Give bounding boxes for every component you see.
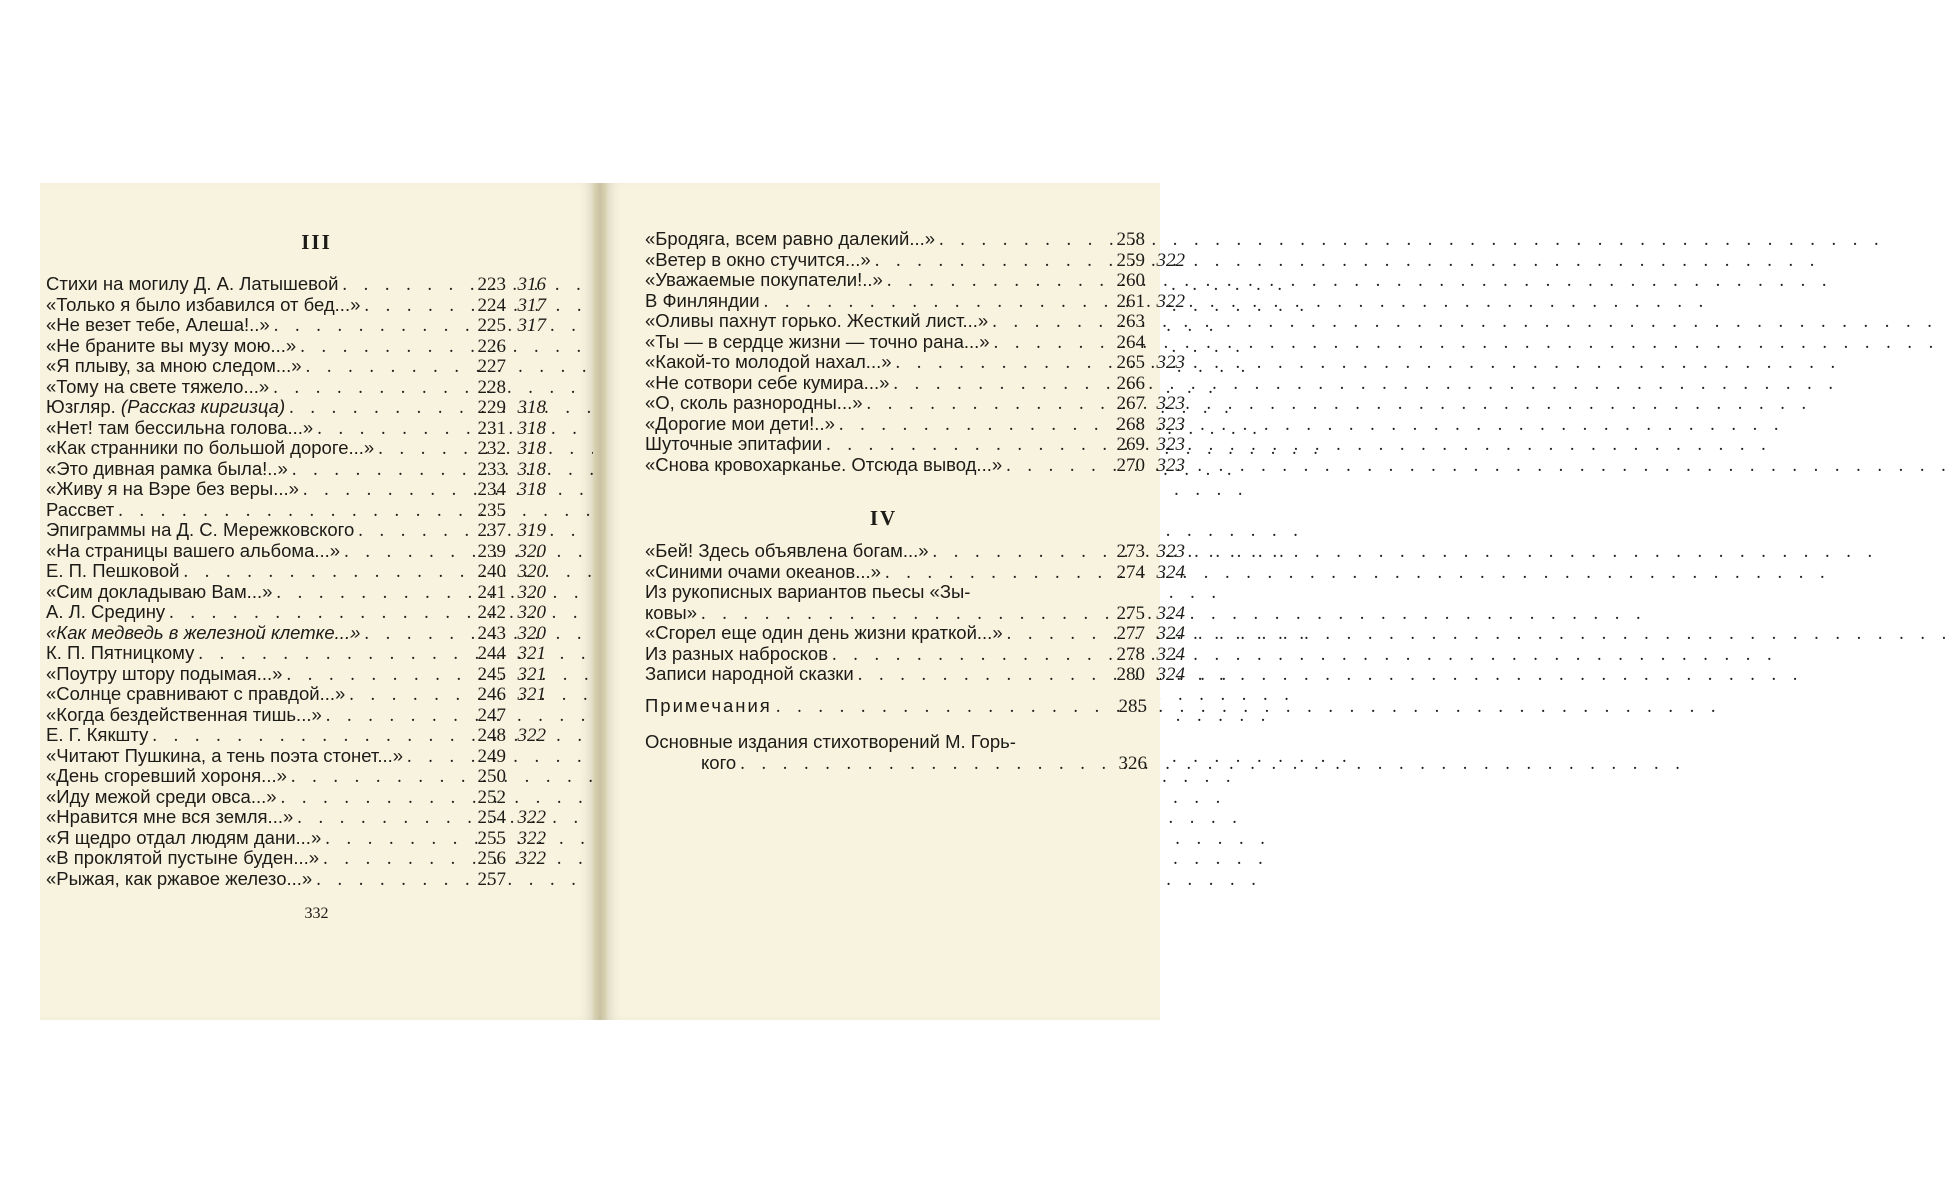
toc-entry: [645, 455, 1185, 476]
toc-title-text: Записи народной сказки: [645, 663, 854, 684]
toc-page: 270: [1116, 454, 1145, 476]
toc-title-text: «Читают Пушкина, а тень поэта стонет...»: [46, 744, 404, 766]
toc-title: [46, 869, 312, 890]
toc-page: 242: [477, 602, 506, 623]
toc-note: 320: [517, 581, 546, 603]
toc-title-italic: «Как медведь в железной клетке...»: [46, 621, 361, 643]
toc-page: 255: [477, 827, 506, 849]
toc-note: 320: [517, 561, 546, 582]
leader-dots: [360, 296, 468, 317]
toc-title-text: «На страницы вашего альбома...»: [46, 539, 341, 561]
toc-list-iv-b: [645, 623, 1185, 685]
toc-entry: [46, 746, 546, 767]
leader-dots: [360, 624, 468, 645]
toc-title-text: А. Л. Средину: [46, 601, 166, 622]
toc-entry: [46, 582, 546, 603]
toc-title: ковы»: [645, 601, 698, 623]
toc-note: 320: [517, 622, 546, 644]
toc-title: [46, 479, 299, 500]
toc-page: 264: [1116, 331, 1145, 353]
toc-page: 223: [477, 274, 506, 295]
toc-entry: [46, 520, 546, 541]
leader-dots: [736, 754, 1109, 775]
toc-title: [46, 787, 277, 808]
toc-title: [46, 356, 302, 377]
toc-list-left: [46, 274, 546, 889]
toc-title: [645, 250, 871, 271]
toc-page: 248: [477, 725, 506, 746]
toc-entry: [645, 352, 1185, 373]
toc-title: [46, 746, 403, 767]
leader-dots: [114, 501, 468, 522]
leader-dots: [299, 480, 468, 501]
leader-dots: [760, 292, 1107, 313]
leader-dots: [313, 419, 468, 440]
toc-note: 318: [517, 479, 546, 500]
toc-page: 243: [477, 622, 506, 644]
toc-entry: [645, 414, 1185, 435]
leader-dots: [165, 603, 468, 624]
toc-title-text: «Только я было избавился от бед...»: [46, 293, 361, 315]
leader-dots: [1002, 456, 1107, 477]
toc-title: [46, 684, 345, 705]
toc-entry: [645, 311, 1185, 332]
toc-title: [46, 397, 285, 418]
leader-dots: [697, 604, 1107, 625]
toc-note: 323: [1156, 434, 1185, 455]
toc-entry: [46, 438, 546, 459]
toc-title-text: «Иду межой среди овса...»: [46, 785, 277, 807]
toc-entry: [645, 562, 1185, 583]
toc-page: 268: [1116, 413, 1145, 435]
toc-page: 246: [477, 684, 506, 705]
toc-page: 266: [1116, 372, 1145, 394]
toc-entry: [46, 479, 546, 500]
toc-note: 316: [517, 274, 546, 295]
toc-page: 224: [477, 294, 506, 316]
toc-title: [645, 664, 854, 685]
toc-title-text: Юзгляр.: [46, 396, 121, 417]
leader-dots: [293, 808, 468, 829]
toc-entry: [645, 434, 1185, 455]
toc-note: 324: [1156, 623, 1185, 644]
toc-title-text: «Ты — в сердце жизни — точно рана...»: [645, 330, 990, 352]
leader-dots: [296, 337, 468, 358]
toc-note: 317: [517, 315, 546, 336]
leader-dots: [1003, 624, 1107, 645]
toc-title: [46, 315, 270, 336]
toc-title: Примечания: [645, 695, 772, 716]
toc-note: 321: [517, 684, 546, 705]
toc-title: [46, 664, 282, 685]
toc-page: 249: [477, 745, 506, 767]
toc-title-text: «Синими очами океанов...»: [645, 560, 881, 582]
leader-dots: [854, 665, 1107, 686]
leader-dots: [883, 271, 1107, 292]
leader-dots: [345, 685, 468, 706]
leader-dots: [302, 357, 468, 378]
toc-title: [46, 807, 293, 828]
toc-page: 285: [1118, 696, 1147, 717]
toc-title: [46, 541, 340, 562]
toc-title-text: В Финляндии: [645, 289, 760, 311]
toc-note: 317: [517, 294, 546, 316]
toc-page: 228: [477, 376, 506, 398]
toc-title: [645, 229, 935, 250]
toc-title: [645, 373, 889, 394]
toc-entry: [645, 644, 1185, 665]
toc-title: [645, 562, 881, 583]
leader-dots: [889, 374, 1107, 395]
toc-page: 244: [477, 643, 506, 664]
toc-page: 247: [477, 704, 506, 726]
toc-page: 226: [477, 335, 506, 357]
toc-title-text: «Оливы пахнут горько. Жесткий лист...»: [645, 310, 989, 331]
toc-entry: [645, 373, 1185, 394]
leader-dots: [828, 645, 1107, 666]
leader-dots: [148, 726, 468, 747]
toc-note: 323: [1156, 454, 1185, 476]
toc-note: 318: [517, 438, 546, 459]
toc-title-text: «Сгорел еще один день жизни краткой...»: [645, 622, 1003, 643]
leader-dots: [322, 706, 468, 727]
toc-entry: [46, 459, 546, 480]
leader-dots: [863, 394, 1107, 415]
toc-title: [46, 336, 296, 357]
toc-title-text: «Нет! там бессильна голова...»: [46, 416, 314, 438]
leader-dots: [822, 435, 1107, 456]
toc-title: [46, 418, 313, 439]
leader-dots: [285, 398, 468, 419]
toc-note: 318: [517, 417, 546, 439]
toc-title-text: «Сим докладываю Вам...»: [46, 580, 273, 602]
toc-note: 322: [1156, 290, 1185, 312]
toc-note: 320: [517, 602, 546, 623]
toc-note: 322: [517, 827, 546, 849]
toc-page: 229: [477, 397, 506, 418]
toc-entry: [46, 869, 546, 890]
toc-entry: [46, 541, 546, 562]
toc-title: [46, 582, 272, 603]
toc-note: 324: [1156, 643, 1185, 665]
toc-page: 252: [477, 786, 506, 808]
toc-title: [645, 270, 883, 291]
leader-dots: [354, 521, 468, 542]
toc-title-text: Стихи на могилу Д. А. Латышевой: [46, 273, 339, 294]
toc-entry: [46, 807, 546, 828]
left-page: [40, 183, 593, 1020]
toc-page: 275: [1116, 602, 1145, 624]
toc-note: 322: [1156, 249, 1185, 271]
leader-dots: [179, 562, 468, 583]
toc-page: 257: [477, 868, 506, 890]
toc-title-text: Шуточные эпитафии: [645, 433, 823, 454]
book-spread: [40, 183, 1185, 1020]
toc-note: 323: [1156, 541, 1185, 562]
toc-entry: [46, 725, 546, 746]
leader-dots: [272, 583, 468, 604]
book-gutter: [593, 183, 607, 1020]
leader-dots: [321, 829, 468, 850]
toc-entry: [46, 418, 546, 439]
leader-dots: [881, 563, 1107, 584]
leader-dots: [403, 747, 468, 768]
toc-entry: [645, 332, 1185, 353]
toc-entry: [46, 787, 546, 808]
toc-entry-line1: Из рукописных вариантов пьесы «Зы-: [645, 581, 971, 602]
toc-title-text: Рассвет: [46, 498, 115, 520]
toc-title-text: «Рыжая, как ржавое железо...»: [46, 867, 313, 889]
toc-title-text: «Как странники по большой дороге...»: [46, 437, 375, 458]
toc-note: 323: [1156, 352, 1185, 373]
leader-dots: [892, 353, 1107, 374]
toc-list-iv-a: [645, 541, 1185, 582]
toc-entry: [645, 291, 1185, 312]
toc-page: 265: [1116, 352, 1145, 373]
toc-page: 235: [477, 499, 506, 521]
toc-title: [645, 414, 835, 435]
toc-page: 278: [1116, 643, 1145, 665]
leader-dots: [935, 230, 1107, 251]
right-page: [607, 183, 1185, 1020]
toc-title: [645, 393, 863, 414]
leader-dots: [282, 665, 468, 686]
toc-entry: [645, 623, 1185, 644]
toc-entry: [645, 541, 1185, 562]
toc-title: [645, 332, 990, 353]
toc-note: 319: [517, 520, 546, 541]
toc-title: [46, 623, 360, 644]
toc-title: [46, 377, 269, 398]
toc-title-text: «Живу я на Вэре без веры...»: [46, 478, 299, 499]
toc-title: [46, 705, 322, 726]
toc-list-right-top: [645, 229, 1185, 475]
toc-title: кого: [701, 751, 737, 773]
toc-page: 273: [1116, 541, 1145, 562]
leader-dots: [312, 870, 468, 891]
toc-title-text: «О, сколь разнородны...»: [645, 392, 863, 413]
toc-entry: [645, 270, 1185, 291]
toc-note: 320: [517, 540, 546, 562]
toc-page: 256: [477, 848, 506, 869]
toc-page: 260: [1116, 270, 1145, 291]
toc-page: 225: [477, 315, 506, 336]
toc-note: 322: [517, 807, 546, 828]
toc-title-text: «Я плыву, за мною следом...»: [46, 355, 302, 376]
leader-dots: [772, 697, 1109, 718]
toc-note: 323: [1156, 413, 1185, 435]
section-heading-iii: III: [301, 230, 332, 254]
leader-dots: [340, 542, 468, 563]
toc-entry: [46, 684, 546, 705]
toc-page: 326: [1118, 752, 1147, 774]
leader-dots: [319, 849, 468, 870]
toc-title: [645, 623, 1003, 644]
toc-title-text: «Бей! Здесь объявлена богам...»: [645, 540, 929, 561]
toc-title-text: «Бродяга, всем равно далекий...»: [645, 228, 936, 249]
toc-title: [46, 602, 165, 623]
toc-title: [46, 500, 114, 521]
toc-title-text: «Поутру штору подымая...»: [46, 662, 283, 684]
toc-page: 258: [1116, 229, 1145, 250]
leader-dots: [270, 316, 468, 337]
toc-entry: [46, 274, 546, 295]
toc-page: 245: [477, 663, 506, 685]
toc-entry: [46, 848, 546, 869]
toc-title: [46, 725, 148, 746]
toc-entry: [46, 377, 546, 398]
toc-entry: [46, 561, 546, 582]
toc-page: 250: [477, 766, 506, 787]
toc-page: 237: [477, 520, 506, 541]
toc-title-text: Е. Г. Кякшту: [46, 724, 149, 745]
toc-title: [46, 295, 360, 316]
toc-note: 321: [517, 643, 546, 664]
toc-entry-line2: [645, 603, 1185, 624]
toc-note: 322: [517, 725, 546, 746]
toc-title: [46, 459, 288, 480]
toc-title: [645, 455, 1002, 476]
toc-title: [46, 274, 338, 295]
toc-title-text: Эпиграммы на Д. С. Мережковского: [46, 519, 355, 540]
toc-page: 227: [477, 356, 506, 377]
toc-entry: [46, 500, 546, 521]
toc-entry: [645, 664, 1185, 685]
toc-entry-editions: [645, 732, 1147, 773]
toc-page: 254: [477, 807, 506, 828]
leader-dots: [990, 333, 1107, 354]
toc-entry: [46, 356, 546, 377]
toc-entry: [46, 397, 546, 418]
toc-title-text: «Уважаемые покупатели!..»: [645, 269, 883, 290]
toc-title-text: «Дорогие мои дети!..»: [645, 412, 835, 434]
toc-page: 267: [1116, 393, 1145, 414]
toc-title-text: «Ветер в окно стучится...»: [645, 248, 871, 270]
toc-page: 240: [477, 561, 506, 582]
toc-entry-line2: [645, 753, 1147, 774]
toc-note: 323: [1156, 393, 1185, 414]
toc-title-italic: (Рассказ киргизца): [120, 396, 286, 417]
leader-dots: [194, 644, 468, 665]
leader-dots: [287, 767, 468, 788]
toc-title-text: «Не везет тебе, Алеша!..»: [46, 314, 270, 335]
toc-note: 321: [517, 663, 546, 685]
toc-page: 263: [1116, 311, 1145, 332]
toc-title: [645, 434, 822, 455]
toc-page: 241: [477, 581, 506, 603]
toc-title: [46, 520, 354, 541]
toc-page: 261: [1116, 290, 1145, 312]
toc-title-text: «Тому на свете тяжело...»: [46, 375, 270, 397]
toc-title: [46, 848, 319, 869]
section-heading-iv: IV: [869, 506, 898, 530]
toc-page: 232: [477, 438, 506, 459]
toc-title-text: «Снова кровохарканье. Отсюда вывод...»: [645, 453, 1003, 475]
toc-title: [46, 561, 179, 582]
leader-dots: [288, 460, 468, 481]
toc-entry-wrapped: [645, 582, 1185, 623]
toc-title-text: «Какой-то молодой нахал...»: [645, 351, 892, 372]
toc-title: [645, 541, 929, 562]
toc-note: 318: [517, 458, 546, 480]
toc-title: [46, 643, 194, 664]
toc-entry: [46, 766, 546, 787]
toc-title-text: «Не браните вы музу мою...»: [46, 334, 297, 356]
toc-title-text: «Я щедро отдал людям дани...»: [46, 826, 322, 848]
toc-entry: [46, 664, 546, 685]
toc-entry: [645, 393, 1185, 414]
leader-dots: [929, 542, 1107, 563]
leader-dots: [871, 251, 1107, 272]
toc-title-text: «Солнце сравнивают с правдой...»: [46, 683, 346, 704]
toc-title-text: «Это дивная рамка была!..»: [46, 457, 288, 479]
toc-entry: [46, 643, 546, 664]
leader-dots: [988, 312, 1107, 333]
toc-page: 239: [477, 540, 506, 562]
page-number: 332: [304, 905, 329, 922]
toc-title: [645, 291, 760, 312]
toc-page: 277: [1116, 623, 1145, 644]
toc-note: 322: [517, 848, 546, 869]
toc-page: 259: [1116, 249, 1145, 271]
toc-title-text: «В проклятой пустыне буден...»: [46, 847, 320, 868]
leader-dots: [269, 378, 468, 399]
toc-entry: [46, 828, 546, 849]
toc-title-text: Из разных набросков: [645, 642, 829, 664]
toc-title-text: Е. П. Пешковой: [46, 560, 180, 581]
leader-dots: [338, 275, 468, 296]
toc-entry: [46, 623, 546, 644]
leader-dots: [835, 415, 1107, 436]
toc-title: [46, 438, 374, 459]
toc-page: 274: [1116, 561, 1145, 583]
toc-entry: [46, 705, 546, 726]
toc-page: 233: [477, 458, 506, 480]
toc-entry-line1: Основные издания стихотворений М. Горь-: [645, 731, 1016, 752]
leader-dots: [277, 788, 468, 809]
leader-dots: [374, 439, 468, 460]
toc-page: 280: [1116, 664, 1145, 685]
toc-title-text: «День сгоревший хороня...»: [46, 765, 287, 786]
toc-title: [645, 311, 988, 332]
toc-entry: [46, 315, 546, 336]
toc-title-text: «Когда бездейственная тишь...»: [46, 703, 322, 725]
toc-entry: [645, 229, 1185, 250]
toc-page: 231: [477, 417, 506, 439]
toc-page: 234: [477, 479, 506, 500]
toc-note: 324: [1156, 561, 1185, 583]
toc-entry: [645, 250, 1185, 271]
toc-page: 269: [1116, 434, 1145, 455]
toc-entry: [46, 336, 546, 357]
toc-title-text: «Нравится мне вся земля...»: [46, 806, 294, 827]
toc-title: [645, 644, 828, 665]
toc-title-text: «Не сотвори себе кумира...»: [645, 371, 890, 393]
toc-title: [46, 828, 321, 849]
toc-note: 318: [517, 397, 546, 418]
toc-title: [46, 766, 287, 787]
toc-title: [645, 352, 892, 373]
toc-note: 324: [1156, 602, 1185, 624]
toc-entry: [46, 602, 546, 623]
toc-entry: [46, 295, 546, 316]
toc-entry-notes: [645, 696, 1147, 717]
toc-title-text: К. П. Пятницкому: [46, 642, 195, 663]
toc-note: 324: [1156, 664, 1185, 685]
